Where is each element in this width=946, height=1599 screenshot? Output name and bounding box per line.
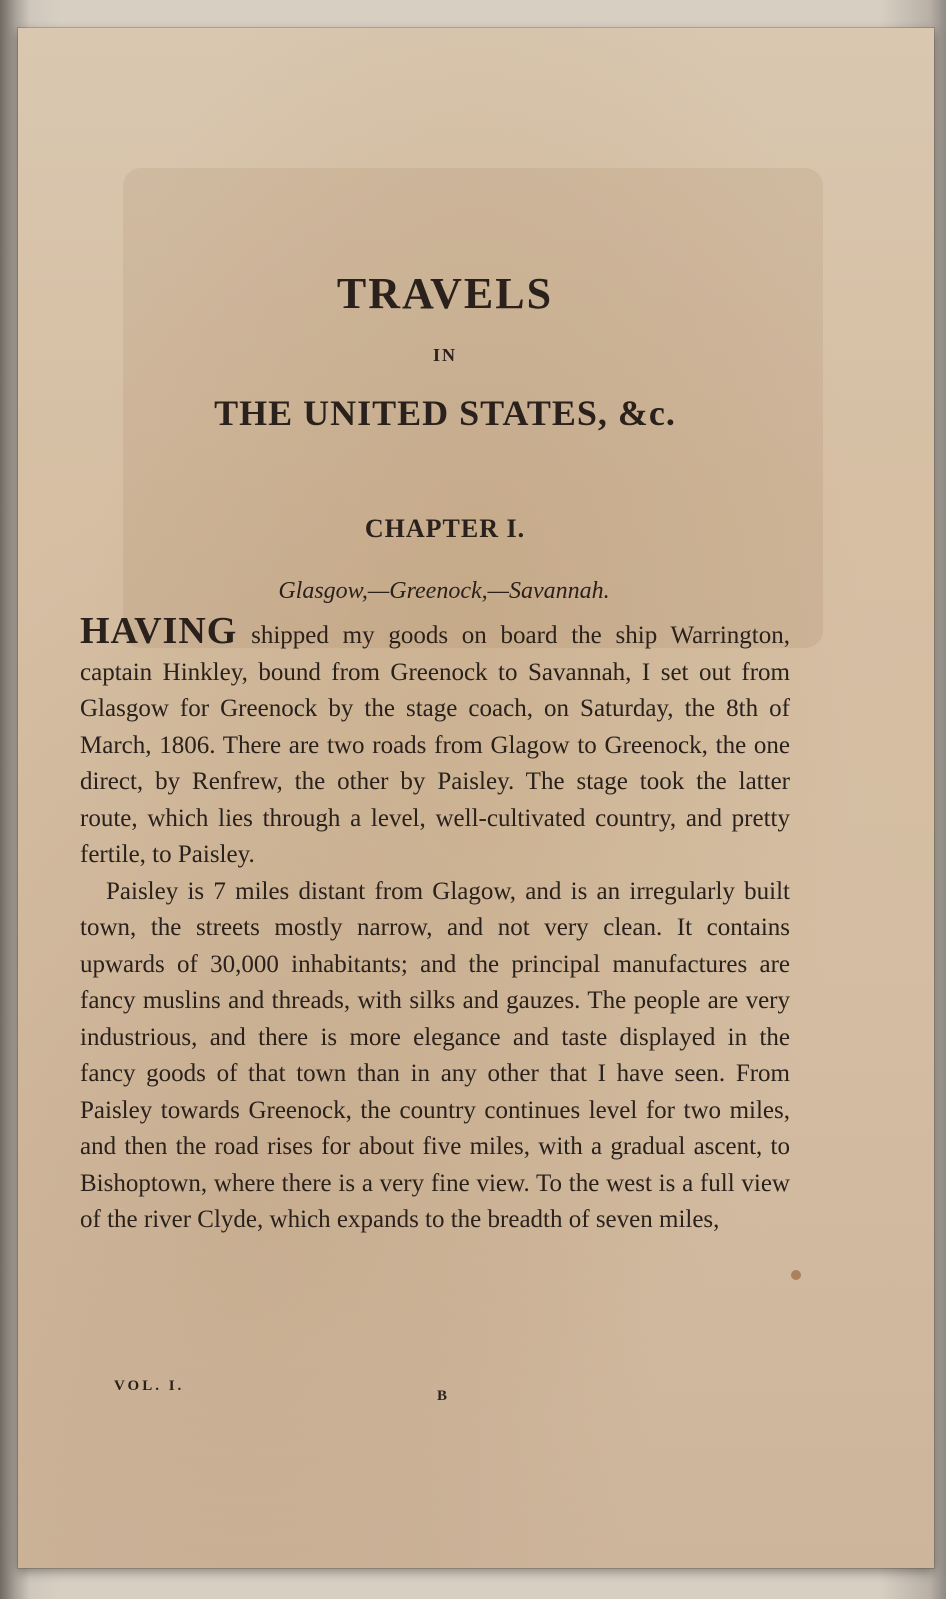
signature-mark: B xyxy=(437,1388,448,1404)
page-footer xyxy=(80,1378,790,1408)
foxing-spot xyxy=(791,1270,801,1280)
book-title: TRAVELS xyxy=(336,269,554,318)
drop-cap-word: HAVING xyxy=(80,610,238,652)
title-connector: IN xyxy=(432,345,457,365)
chapter-heading: CHAPTER I. xyxy=(364,514,526,543)
chapter-places: Glasgow,—Greenock,—Savannah. xyxy=(278,578,610,604)
paragraph-2: Paisley is 7 miles distant from Glagow, and is an irregularly built town, the streets mostly narrow, and not very clean. It contains upwards of 30,000 inhabitants; and the principal manufactures are fancy muslins and threads, with silks and gauzes. The people are very industrious, and there is more elegance and taste displayed in the fancy goods of that town than in any other that I have seen. From Paisley towards Greenock, the country continues level for two miles, and then the road rises for about five miles, with a gradual ascent, to Bishoptown, where there is a very fine view. To the west is a full view of the river Clyde, which expands to the breadth of seven miles, xyxy=(80,877,790,1233)
book-page xyxy=(18,28,934,1568)
paragraph-1 xyxy=(80,610,790,874)
book-subtitle: THE UNITED STATES, &c. xyxy=(214,393,676,433)
volume-label: VOL. I. xyxy=(114,1378,185,1394)
page-text-block xyxy=(80,268,790,1404)
paragraph-1-text: shipped my goods on board the ship Warrington, captain Hinkley, bound from Greenock to Savannah, I set out from Glasgow for Greenock by the stage coach, on Saturday, the 8th of March, 1806. There are two roads from Glagow to Greenock, the one direct, by Renfrew, the other by Paisley. The stage took the latter route, which lies through a level, well-cultivated country, and pretty fertile, to Paisley. xyxy=(80,622,790,868)
